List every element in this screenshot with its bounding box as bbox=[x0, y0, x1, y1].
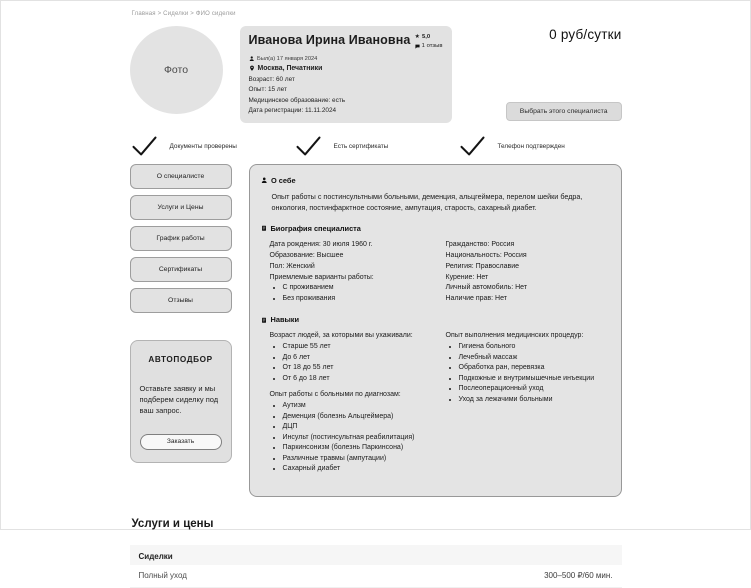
skills-left-column bbox=[270, 331, 434, 476]
biography-field: Приемлемые варианты работы: bbox=[269, 273, 374, 281]
procedure-item: • Гигиена больного bbox=[459, 342, 610, 353]
procedure-item: • Лечебный массаж bbox=[459, 353, 610, 364]
sidebar-nav-button[interactable]: Услуги и Цены bbox=[130, 195, 232, 220]
location-pin-icon bbox=[249, 65, 255, 72]
age-group-item: • Старше 55 лет bbox=[283, 342, 434, 353]
person-icon bbox=[261, 177, 268, 184]
sidebar-nav-button[interactable]: Сертификаты bbox=[130, 257, 232, 282]
diagnosis-item: • ДЦП bbox=[283, 422, 434, 433]
biography-field: Гражданство: Россия bbox=[445, 241, 515, 249]
biography-field: Религия: Православие bbox=[445, 262, 520, 270]
checkmark-icon bbox=[294, 135, 323, 157]
document-icon bbox=[261, 317, 267, 324]
biography-section-header: Биография специалиста bbox=[261, 224, 610, 233]
verification-badge bbox=[458, 135, 622, 157]
select-specialist-button[interactable]: Выбрать этого специалиста bbox=[506, 102, 622, 121]
profile-detail-line: Медицинское образование: есть bbox=[248, 96, 346, 104]
service-price: 300–500 ₽/60 мин. bbox=[544, 570, 613, 580]
biography-columns bbox=[261, 240, 610, 306]
procedure-item: • Подкожные и внутримышечные инъекции bbox=[459, 374, 610, 385]
specialist-info-card bbox=[249, 164, 622, 496]
profile-card bbox=[240, 26, 452, 123]
autoselect-text: Оставьте заявку и мы подберем сиделку под ваш запрос. bbox=[139, 384, 219, 415]
age-group-item: • От 18 до 55 лет bbox=[283, 363, 434, 374]
verification-badge bbox=[130, 135, 294, 157]
star-icon: ★ bbox=[414, 34, 420, 40]
price-per-day: 0 руб/сутки bbox=[549, 27, 622, 42]
work-option-item: • С проживанием bbox=[283, 283, 434, 294]
person-icon bbox=[249, 56, 255, 62]
profile-details bbox=[249, 76, 443, 115]
diagnosis-item: • Аутизм bbox=[283, 401, 434, 412]
profile-detail-line: Опыт: 15 лет bbox=[248, 86, 287, 94]
service-name: Полный уход bbox=[138, 570, 187, 580]
autoselect-card bbox=[130, 340, 232, 463]
diagnosis-item: • Различные травмы (ампутации) bbox=[283, 454, 434, 465]
biography-field: Личный автомобиль: Нет bbox=[445, 284, 528, 292]
sidebar bbox=[130, 164, 232, 496]
skills-section-header: Навыки bbox=[261, 315, 610, 324]
age-group-item: • От 6 до 18 лет bbox=[283, 374, 434, 385]
age-group-item: • До 6 лет bbox=[283, 353, 434, 364]
order-button[interactable]: Заказать bbox=[140, 434, 222, 450]
procedure-item: • Послеоперационный уход bbox=[459, 384, 610, 395]
skills-right-column bbox=[446, 331, 610, 476]
diagnosis-item: • Деменция (болезнь Альцгеймера) bbox=[283, 412, 434, 423]
biography-field: Образование: Высшее bbox=[269, 251, 344, 259]
profile-header bbox=[130, 26, 622, 123]
checkmark-icon bbox=[130, 135, 159, 157]
location: Москва, Печатники bbox=[249, 65, 443, 72]
avatar: Фото bbox=[130, 26, 223, 114]
document-icon bbox=[261, 225, 267, 232]
diagnosis-item: • Паркинсонизм (болезнь Паркинсона) bbox=[283, 443, 434, 454]
sidebar-nav-button[interactable]: О специалисте bbox=[130, 164, 232, 189]
verification-badges bbox=[130, 135, 622, 157]
verification-badge bbox=[294, 135, 458, 157]
autoselect-title: АВТОПОДБОР bbox=[148, 355, 213, 365]
review-bubble-icon bbox=[415, 44, 420, 49]
checkmark-icon bbox=[458, 135, 487, 157]
diagnoses-label: Опыт работы с больными по диагнозам: bbox=[269, 391, 401, 399]
sidebar-nav-button[interactable]: Отзывы bbox=[130, 288, 232, 313]
biography-field: Дата рождения: 30 июля 1960 г. bbox=[269, 241, 373, 249]
breadcrumb[interactable]: Главная > Сиделки > ФИО сиделки bbox=[131, 11, 236, 17]
ages-label: Возраст людей, за которыми вы ухаживали: bbox=[269, 332, 413, 340]
reviews-count: 1 отзыв bbox=[421, 42, 443, 49]
biography-field: Пол: Женский bbox=[269, 262, 315, 270]
rating-value: 5,0 bbox=[421, 34, 431, 40]
procedure-item: • Уход за лежачими больными bbox=[459, 395, 610, 406]
badge-label: Есть сертификаты bbox=[333, 142, 389, 150]
about-text: Опыт работы с постинсультными больными, деменция, альцгеймера, перелом шейки бедра, онкология, постинфарктное состояние, ампутация, старость, сахарный диабет. bbox=[271, 192, 583, 212]
biography-field: Курение: Нет bbox=[445, 273, 489, 281]
service-row bbox=[130, 565, 622, 588]
biography-field: Национальность: Россия bbox=[445, 251, 527, 259]
diagnosis-item: • Сахарный диабет bbox=[283, 464, 434, 475]
work-option-item: • Без проживания bbox=[283, 294, 434, 305]
last-seen: Был(а) 17 января 2024 bbox=[249, 56, 443, 62]
badge-label: Документы проверены bbox=[169, 142, 237, 150]
biography-right-column bbox=[446, 240, 610, 306]
services-heading: Услуги и цены bbox=[131, 517, 214, 530]
diagnosis-item: • Инсульт (постинсультная реабилитация) bbox=[283, 433, 434, 444]
services-table bbox=[130, 545, 622, 588]
biography-left-column bbox=[270, 240, 434, 306]
procedure-item: • Обработка ран, перевязка bbox=[459, 363, 610, 374]
price-column bbox=[469, 26, 622, 123]
sidebar-nav-button[interactable]: График работы bbox=[130, 226, 232, 251]
profile-name: Иванова Ирина Ивановна bbox=[248, 33, 411, 47]
profile-detail-line: Возраст: 60 лет bbox=[248, 75, 295, 83]
about-section-header: О себе bbox=[261, 176, 610, 185]
biography-field: Наличие прав: Нет bbox=[445, 295, 507, 303]
skills-columns bbox=[261, 331, 610, 476]
services-section bbox=[130, 518, 622, 588]
procedures-label: Опыт выполнения медицинских процедур: bbox=[445, 332, 584, 340]
rating-block bbox=[415, 33, 443, 51]
profile-detail-line: Дата регистрации: 11.11.2024 bbox=[248, 107, 337, 115]
badge-label: Телефон подтвержден bbox=[497, 142, 565, 150]
services-category-header: Сиделки bbox=[130, 545, 622, 565]
